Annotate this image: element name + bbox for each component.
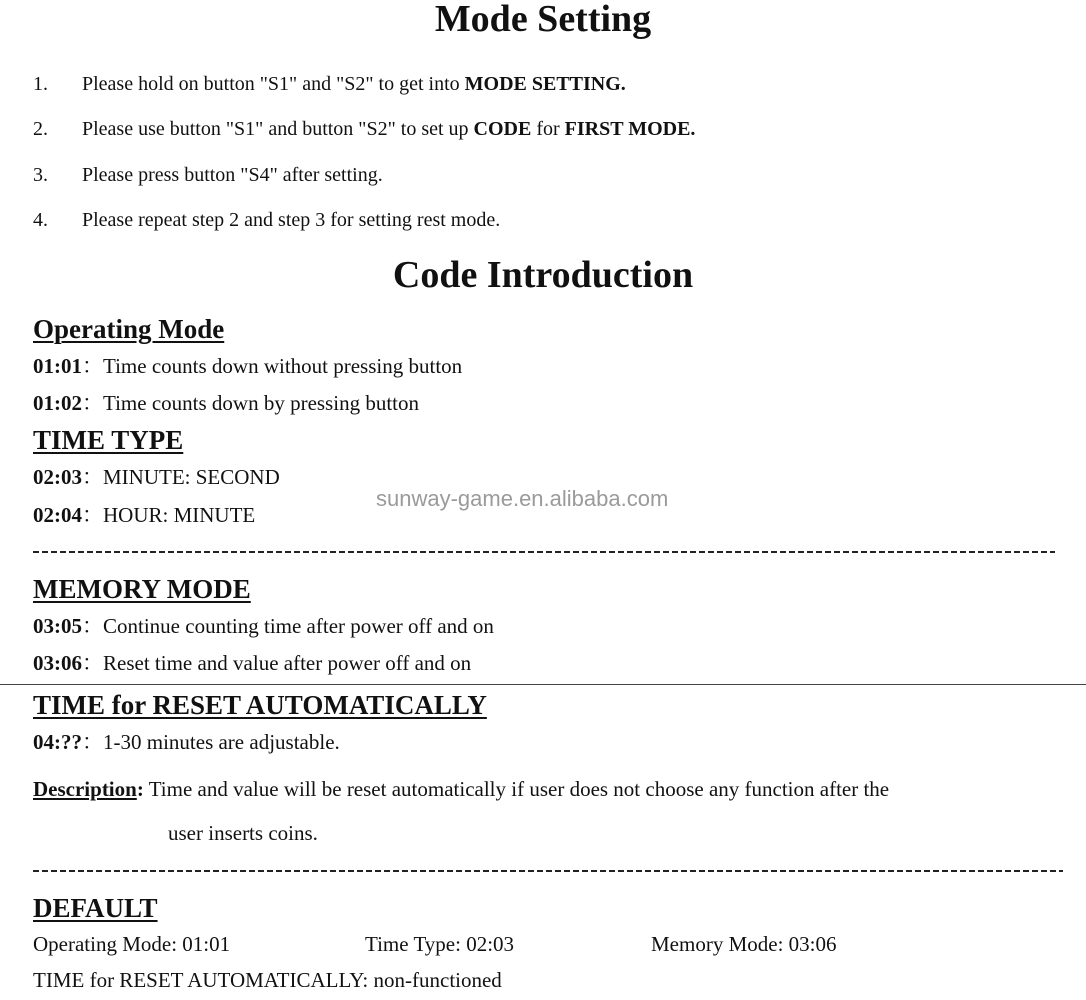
step-number: 4. bbox=[33, 209, 48, 231]
code-line: 01:02：Time counts down by pressing button bbox=[33, 391, 419, 415]
default-heading: DEFAULT bbox=[33, 893, 158, 923]
code-line: 02:04：HOUR: MINUTE bbox=[33, 503, 256, 527]
solid-divider bbox=[0, 684, 1086, 685]
code-line: 03:05：Continue counting time after power off and on bbox=[33, 614, 494, 638]
default-operating-mode: Operating Mode: 01:01 bbox=[33, 932, 231, 956]
code-introduction-title: Code Introduction bbox=[392, 254, 694, 296]
mode-setting-title: Mode Setting bbox=[434, 0, 652, 40]
default-time-type: Time Type: 02:03 bbox=[365, 932, 515, 956]
step-4-text: Please repeat step 2 and step 3 for setting rest mode. bbox=[82, 209, 501, 231]
description-line-1: Description: Time and value will be reset automatically if user does not choose any function after the bbox=[33, 777, 890, 801]
dashed-divider bbox=[33, 551, 1055, 553]
code-line: 04:??：1-30 minutes are adjustable. bbox=[33, 730, 340, 754]
step-number: 2. bbox=[33, 118, 48, 140]
step-3-text: Please press button "S4" after setting. bbox=[82, 164, 383, 186]
code-line: 02:03：MINUTE: SECOND bbox=[33, 465, 280, 489]
code-line: 01:01：Time counts down without pressing button bbox=[33, 354, 463, 378]
default-memory-mode: Memory Mode: 03:06 bbox=[651, 932, 837, 956]
description-label: Description bbox=[33, 777, 137, 801]
step-number: 3. bbox=[33, 164, 48, 186]
dashed-divider bbox=[33, 870, 1063, 872]
memory-mode-heading: MEMORY MODE bbox=[33, 574, 251, 604]
watermark: sunway-game.en.alibaba.com bbox=[376, 486, 669, 511]
operating-mode-heading: Operating Mode bbox=[33, 314, 225, 344]
step-1-text: Please hold on button "S1" and "S2" to get into MODE SETTING. bbox=[82, 73, 626, 95]
reset-automatically-heading: TIME for RESET AUTOMATICALLY bbox=[33, 690, 487, 720]
step-number: 1. bbox=[33, 73, 48, 95]
step-2-text: Please use button "S1" and button "S2" to set up CODE for FIRST MODE. bbox=[82, 118, 696, 140]
code-line: 03:06：Reset time and value after power off and on bbox=[33, 651, 472, 675]
description-line-2: user inserts coins. bbox=[168, 821, 318, 845]
time-type-heading: TIME TYPE bbox=[33, 425, 184, 455]
default-reset-automatically: TIME for RESET AUTOMATICALLY: non-functioned bbox=[33, 968, 502, 992]
